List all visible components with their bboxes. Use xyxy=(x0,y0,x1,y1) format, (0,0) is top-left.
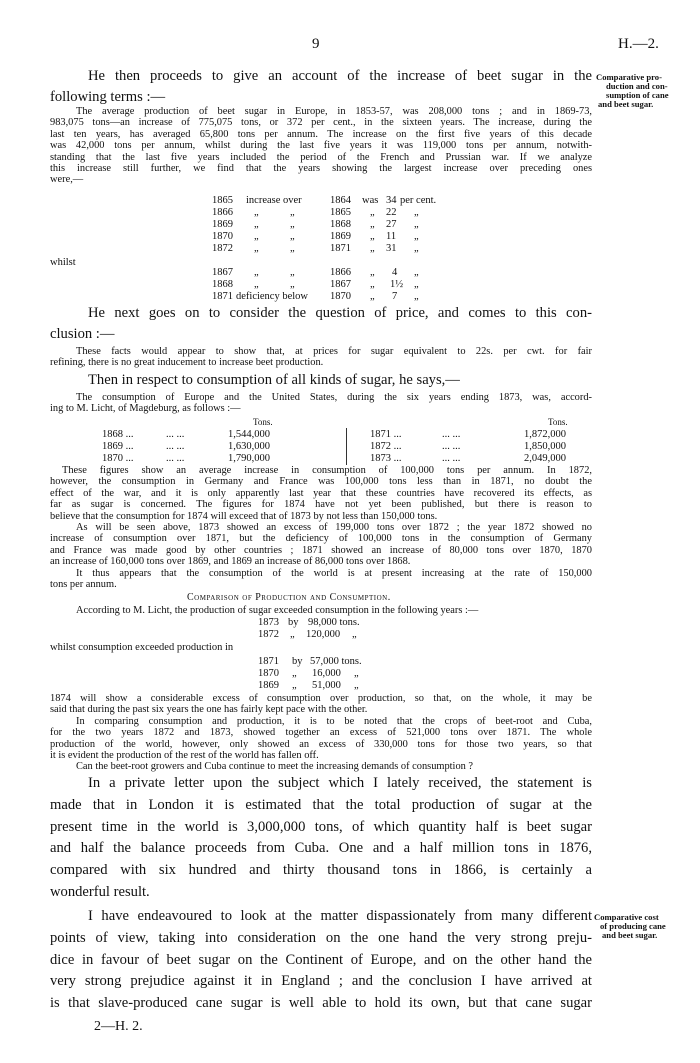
value-cell: 1,544,000 xyxy=(228,429,270,440)
text-line: refining, there is no great inducement to increase beet production. xyxy=(50,357,324,369)
year-cell: 1868 xyxy=(212,279,233,290)
text-line: it is evident the production of the rest of the world has fallen off. xyxy=(50,750,319,762)
text-line: an increase of 160,000 tons over 1869, and 1869 an increase of 86,000 tons over 1868. xyxy=(50,556,411,568)
value-cell: 34 xyxy=(386,195,397,206)
text-line: standing that the last five years included the period of the French and Prussian war. If we analyze xyxy=(50,151,592,163)
ditto-cell: „ xyxy=(414,231,419,242)
document-reference: H.—2. xyxy=(618,36,659,52)
text-line: is that slave-produced cane sugar is well able to hold its own, but that cane sugar xyxy=(50,995,592,1012)
label-cell: increase over xyxy=(246,195,302,206)
year-cell: 1865 xyxy=(212,195,233,206)
text-line: following terms :— xyxy=(50,89,166,105)
year-cell: 1872 ... xyxy=(370,441,402,452)
paragraph-private-letter xyxy=(50,773,592,904)
year-cell: 1867 xyxy=(212,267,233,278)
year-cell: 1870 xyxy=(212,231,233,242)
text-line: He next goes on to consider the question of price, and comes to this con- xyxy=(88,305,592,321)
ditto-cell: „ xyxy=(414,291,419,302)
text-line: this increase still further, we find that the years showing the largest increase over preceding ones xyxy=(50,163,592,175)
text-line: compared with six hundred and thirty thousand tons in 1866, is certainly a xyxy=(50,862,592,879)
value-cell: 1,630,000 xyxy=(228,441,270,452)
margin-note-line: of producing cane xyxy=(600,921,666,931)
ditto-cell: „ xyxy=(370,267,375,278)
text-line: These facts would appear to show that, at prices for sugar equivalent to 22s. per cwt. for fair xyxy=(76,346,592,357)
value-cell: 1,872,000 xyxy=(524,429,566,440)
text-line: clusion :— xyxy=(50,326,115,342)
text-line: increase of consumption over 1871, but the deficiency of 100,000 tons in the consumption of Germany xyxy=(50,533,592,545)
text-line: was 42,000 tons per annum, whilst during the last five years it was 119,000 tons per annum, notwith- xyxy=(50,140,592,152)
leader-dots: ... ... xyxy=(166,441,185,452)
value-cell: 11 xyxy=(386,231,397,242)
label-cell: deficiency below xyxy=(236,291,309,302)
value-cell: 1,790,000 xyxy=(228,453,270,464)
text-line: The average production of beet sugar in Europe, in 1853-57, was 208,000 tons ; and in 1869-73, xyxy=(76,106,592,117)
year-cell: 1873 ... xyxy=(370,453,402,464)
text-line: far as sugar is concerned. The figures for 1874 have not yet been published, but there is reason to xyxy=(50,499,592,511)
text-line: and France was made good by other countries ; 1871 showed an increase of 80,000 tons over 1870, 1870 xyxy=(50,544,592,556)
text-line: believe that the consumption for 1874 will exceed that of 1873 by not less than 150,000 tons. xyxy=(50,510,438,522)
ditto-cell: „ xyxy=(414,243,419,254)
text-line: said that during the past six years the one has fairly kept pace with the other. xyxy=(50,704,368,716)
text-line: dice in favour of beet sugar on the Continent of Europe, and on the other hand the xyxy=(50,951,592,968)
text-line: He then proceeds to give an account of the increase of beet sugar in the xyxy=(88,68,592,84)
value-cell: 4 xyxy=(392,267,398,278)
year-cell: 1871 ... xyxy=(370,429,402,440)
year-cell: 1871 xyxy=(330,243,351,254)
ditto-cell: „ xyxy=(254,279,259,290)
ditto-cell: „ xyxy=(290,243,295,254)
year-cell: 1869 xyxy=(258,680,279,691)
ditto-cell: „ xyxy=(370,291,375,302)
text-line: last ten years, has averaged 65,800 tons per annum. The increase on the first five years of this decade xyxy=(50,128,592,140)
year-cell: 1869 xyxy=(212,219,233,230)
text-line: for the two years 1872 and 1873, showed together an excess of 521,000 tons over 1871. The whole xyxy=(50,727,592,739)
year-cell: 1864 xyxy=(330,195,351,206)
value-cell: 1,850,000 xyxy=(524,441,566,452)
value-cell: 98,000 tons. xyxy=(308,617,360,628)
value-cell: 120,000 xyxy=(306,629,341,640)
whilst-consumption-label: whilst consumption exceeded production in xyxy=(50,642,234,653)
year-cell: 1872 xyxy=(258,629,279,640)
leader-dots: ... ... xyxy=(166,453,185,464)
ditto-cell: „ xyxy=(290,207,295,218)
value-cell: 16,000 xyxy=(312,668,341,679)
label-cell: by xyxy=(292,656,303,667)
year-cell: 1868 xyxy=(330,219,351,230)
text-line: points of view, taking into consideration on the one hand the very strong preju- xyxy=(50,929,592,946)
text-line: 1874 will show a considerable excess of consumption over production, so that, on the whole, it may be xyxy=(50,693,592,704)
year-cell: 1869 xyxy=(330,231,351,242)
year-cell: 1867 xyxy=(330,279,351,290)
unit-cell: per cent. xyxy=(400,195,437,206)
value-cell: 31 xyxy=(386,243,397,254)
leader-dots: ... ... xyxy=(166,429,185,440)
whilst-label: whilst xyxy=(50,257,76,268)
text-line: ing to M. Licht, of Magdeburg, as follows :— xyxy=(50,403,241,415)
ditto-cell: „ xyxy=(254,219,259,230)
ditto-cell: „ xyxy=(370,207,375,218)
ditto-cell: „ xyxy=(414,267,419,278)
ditto-cell: „ xyxy=(414,219,419,230)
ditto-cell: „ xyxy=(290,267,295,278)
label-cell: by xyxy=(288,617,299,628)
value-cell: 27 xyxy=(386,219,397,230)
text-line: In comparing consumption and production, it is to be noted that the crops of beet-root and Cuba, xyxy=(76,715,592,727)
text-line: wonderful result. xyxy=(50,883,150,900)
text-line: It thus appears that the consumption of the world is at present increasing at the rate of 150,000 xyxy=(76,567,592,579)
year-cell: 1868 ... xyxy=(102,429,134,440)
text-line: very strong prejudice against it in England ; and the conclusion I have arrived at xyxy=(50,973,592,990)
label-cell: was xyxy=(362,195,379,206)
year-cell: 1869 ... xyxy=(102,441,134,452)
value-cell: 1½ xyxy=(390,279,404,290)
ditto-cell: „ xyxy=(254,243,259,254)
value-cell: 7 xyxy=(392,291,398,302)
ditto-cell: „ xyxy=(290,231,295,242)
text-line: however, the consumption in Germany and France was 100,000 tons less than in 1871, no doubt the xyxy=(50,476,592,488)
text-line: According to M. Licht, the production of sugar exceeded consumption in the following years :— xyxy=(76,605,479,616)
text-line: production of the world, however, only showed an excess of 330,000 tons for those two years, so that xyxy=(50,738,592,750)
text-line: were,— xyxy=(50,174,84,186)
ditto-cell: „ xyxy=(414,207,419,218)
margin-note-line: sumption of cane xyxy=(606,90,669,100)
text-line: These figures show an average increase in consumption of 100,000 tons per annum. In 1872, xyxy=(62,465,592,476)
margin-note-line: Comparative cost xyxy=(594,912,659,922)
section-heading: Comparison of Production and Consumption. xyxy=(187,592,391,603)
quote-1874 xyxy=(50,693,592,773)
ditto-cell: „ xyxy=(370,279,375,290)
leader-dots: ... ... xyxy=(442,429,461,440)
ditto-cell: „ xyxy=(292,680,297,691)
ditto-cell: „ xyxy=(370,219,375,230)
text-line: and half the balance proceeds from Cuba. One and a half million tons in 1876, xyxy=(50,840,592,857)
margin-note-line: Comparative pro- xyxy=(596,72,662,82)
text-line: tons per annum. xyxy=(50,579,117,591)
value-cell: 2,049,000 xyxy=(524,453,566,464)
year-cell: 1872 xyxy=(212,243,233,254)
year-cell: 1870 ... xyxy=(102,453,134,464)
text-line: As will be seen above, 1873 showed an excess of 199,000 tons over 1872 ; the year 1872 showed no xyxy=(76,522,592,534)
margin-note-line: and beet sugar. xyxy=(602,930,658,940)
year-cell: 1873 xyxy=(258,617,279,628)
year-cell: 1871 xyxy=(212,291,233,302)
text-line: I have endeavoured to look at the matter dispassionately from many different xyxy=(88,908,592,924)
text-line: effect of the war, and it is only apparently last year that these countries have recovered its effects, as xyxy=(50,487,592,499)
ditto-cell: „ xyxy=(414,279,419,290)
text-line: In a private letter upon the subject which I lately received, the statement is xyxy=(88,775,592,791)
year-cell: 1870 xyxy=(330,291,351,302)
ditto-cell: „ xyxy=(354,668,359,679)
year-cell: 1866 xyxy=(212,207,233,218)
ditto-cell: „ xyxy=(254,231,259,242)
text-line: present time in the world is 3,000,000 tons, of which quantity half is beet sugar xyxy=(50,818,592,835)
ditto-cell: „ xyxy=(254,267,259,278)
ditto-cell: „ xyxy=(292,668,297,679)
text-line: made that in London it is estimated that the total production of sugar at the xyxy=(50,796,592,813)
text-line: 983,075 tons—an increase of 775,075 tons, or 372 per cent., in the sixteen years. The increase, during the xyxy=(50,117,592,129)
ditto-cell: „ xyxy=(370,231,375,242)
ditto-cell: „ xyxy=(254,207,259,218)
text-line: Can the beet-root growers and Cuba continue to meet the increasing demands of consumption ? xyxy=(76,761,474,773)
value-cell: 22 xyxy=(386,207,397,218)
margin-note-line: and beet sugar. xyxy=(598,99,654,109)
ditto-cell: „ xyxy=(352,629,357,640)
signature-mark: 2—H. 2. xyxy=(94,1019,143,1034)
year-cell: 1865 xyxy=(330,207,351,218)
value-cell: 51,000 xyxy=(312,680,341,691)
year-cell: 1870 xyxy=(258,668,279,679)
ditto-cell: „ xyxy=(290,629,295,640)
year-cell: 1871 xyxy=(258,656,279,667)
ditto-cell: „ xyxy=(290,219,295,230)
margin-note-comparative-cost xyxy=(594,913,666,940)
unit-header: Tons. xyxy=(253,417,273,427)
ditto-cell: „ xyxy=(370,243,375,254)
ditto-cell: „ xyxy=(290,279,295,290)
paragraph-conclusion xyxy=(50,906,592,1015)
leader-dots: ... ... xyxy=(442,453,461,464)
leader-dots: ... ... xyxy=(442,441,461,452)
text-line: Then in respect to consumption of all kinds of sugar, he says,— xyxy=(88,372,460,388)
page-number: 9 xyxy=(312,36,320,52)
margin-note-line: duction and con- xyxy=(606,81,668,91)
year-cell: 1866 xyxy=(330,267,351,278)
unit-header: Tons. xyxy=(548,417,568,427)
value-cell: 57,000 tons. xyxy=(310,656,362,667)
text-line: The consumption of Europe and the United States, during the six years ending 1873, was, accord- xyxy=(76,392,592,403)
ditto-cell: „ xyxy=(354,680,359,691)
